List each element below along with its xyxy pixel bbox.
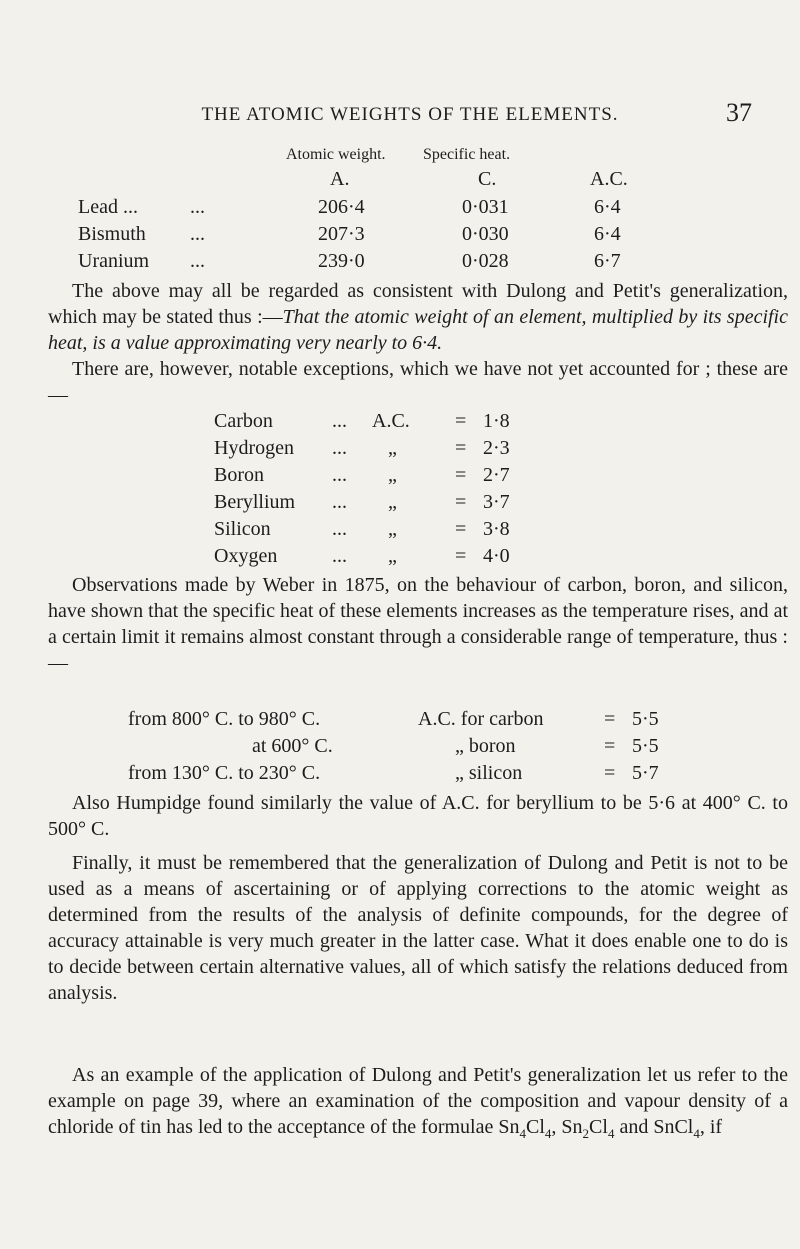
paragraph-text: Also Humpidge found similarly the value of A.C. for beryllium to be 5·6 at 400° C. to 500° C. bbox=[48, 792, 788, 840]
exception-element-oxygen: Oxygen bbox=[214, 545, 278, 567]
exception-dots: ... bbox=[332, 437, 347, 459]
paragraph-text: Observations made by Weber in 1875, on the behaviour of carbon, boron, and silicon, have shown that the specific heat of these elements increases as the temperature rises, and at a certain limit it remains almost constant through a considerable range of temperature, thus :— bbox=[48, 574, 788, 674]
page-number: 37 bbox=[726, 98, 752, 127]
row-element-lead: Lead ... bbox=[78, 196, 138, 218]
row-c-uranium: 0·028 bbox=[462, 250, 509, 272]
paragraph-text: As an example of the application of Dulong and Petit's generalization let us refer to the example on page 39, where an examination of the composition and vapour density of a chloride of tin has led to the acceptance of the formulae bbox=[48, 1064, 788, 1138]
row-c-lead: 0·031 bbox=[462, 196, 509, 218]
formula-sn4cl4: $Sn_4Cl_4$ bbox=[498, 1116, 552, 1141]
temp-range-carbon: from 800° C. to 980° C. bbox=[128, 708, 321, 730]
temp-range-boron: at 600° C. bbox=[252, 735, 333, 757]
exception-eq: = bbox=[455, 410, 467, 432]
exception-eq: = bbox=[455, 437, 467, 459]
exception-element-boron: Boron bbox=[214, 464, 264, 486]
col-header-atomic-weight: Atomic weight. bbox=[286, 146, 386, 163]
temp-label-silicon: „ silicon bbox=[455, 762, 523, 784]
paragraph-humpidge bbox=[48, 790, 788, 842]
exception-dots: ... bbox=[332, 545, 347, 567]
row-element-bismuth: Bismuth bbox=[78, 223, 146, 245]
temp-label-boron: „ boron bbox=[455, 735, 516, 757]
exception-label: A.C. bbox=[372, 410, 410, 432]
row-a-bismuth: 207·3 bbox=[318, 223, 365, 245]
temp-range-silicon: from 130° C. to 230° C. bbox=[128, 762, 321, 784]
temp-eq: = bbox=[604, 762, 616, 784]
paragraph-text: Finally, it must be remembered that the generalization of Dulong and Petit is not to be used as a means of ascertaining or of applying corrections to the atomic weight as determined from the results of the analysis of definite compounds, for the degree of accuracy attainable is very much greater in the latter case. What it does enable one to do is to decide between certain alternative values, all of which satisfy the relations deduced from analysis. bbox=[48, 852, 788, 1004]
exception-eq: = bbox=[455, 545, 467, 567]
col-symbol-a: A. bbox=[330, 168, 350, 190]
conjunction: and bbox=[619, 1116, 649, 1138]
temp-value-boron: 5·5 bbox=[632, 735, 659, 757]
exception-eq: = bbox=[455, 491, 467, 513]
temp-value-silicon: 5·7 bbox=[632, 762, 659, 784]
temp-value-carbon: 5·5 bbox=[632, 708, 659, 730]
paragraph-text: There are, however, notable exceptions, which we have not yet accounted for ; these are— bbox=[48, 358, 788, 406]
exception-element-beryllium: Beryllium bbox=[214, 491, 296, 513]
exception-ditto: „ bbox=[388, 518, 397, 540]
row-a-lead: 206·4 bbox=[318, 196, 365, 218]
formula-sn2cl4: $Sn_2Cl_4$ bbox=[561, 1116, 615, 1141]
exception-element-carbon: Carbon bbox=[214, 410, 273, 432]
exception-value-oxygen: 4·0 bbox=[483, 545, 510, 567]
paragraph-italic-statement: That the atomic weight of an element, multiplied by its specific heat, is a value approximating very nearly to 6·4. bbox=[48, 306, 788, 354]
exception-value-boron: 2·7 bbox=[483, 464, 510, 486]
exception-dots: ... bbox=[332, 464, 347, 486]
exception-eq: = bbox=[455, 518, 467, 540]
exception-element-hydrogen: Hydrogen bbox=[214, 437, 294, 459]
exception-dots: ... bbox=[332, 491, 347, 513]
paragraph-example: As an example of the application of Dulong and Petit's generalization let us refer to the example on page 39, where an examination of the composition and vapour density of a chloride of tin has led to the acceptance of the formulae $Sn_4Cl_4$, $Sn_2Cl_4$ and SnCl$_4$, if bbox=[48, 1064, 788, 1141]
exception-dots: ... bbox=[332, 410, 347, 432]
row-ac-lead: 6·4 bbox=[594, 196, 621, 218]
paragraph-exceptions bbox=[48, 356, 788, 408]
exception-value-beryllium: 3·7 bbox=[483, 491, 510, 513]
exception-dots: ... bbox=[332, 518, 347, 540]
paragraph-text: The above may all be regarded as consistent with Dulong and Petit's generalization, which may be stated thus :— bbox=[48, 280, 788, 328]
exception-ditto: „ bbox=[388, 491, 397, 513]
col-symbol-ac: A.C. bbox=[590, 168, 628, 190]
exception-value-carbon: 1·8 bbox=[483, 410, 510, 432]
paragraph-dulong-petit bbox=[48, 278, 788, 356]
trailing-word: if bbox=[709, 1116, 723, 1138]
row-ac-bismuth: 6·4 bbox=[594, 223, 621, 245]
paragraph-finally bbox=[48, 850, 788, 1006]
exception-value-silicon: 3·8 bbox=[483, 518, 510, 540]
exception-ditto: „ bbox=[388, 437, 397, 459]
temp-eq: = bbox=[604, 708, 616, 730]
exception-ditto: „ bbox=[388, 464, 397, 486]
col-header-specific-heat: Specific heat. bbox=[423, 146, 511, 163]
running-title: THE ATOMIC WEIGHTS OF THE ELEMENTS. bbox=[201, 104, 619, 125]
exception-eq: = bbox=[455, 464, 467, 486]
exception-element-silicon: Silicon bbox=[214, 518, 271, 540]
row-a-uranium: 239·0 bbox=[318, 250, 365, 272]
row-ac-uranium: 6·7 bbox=[594, 250, 621, 272]
formula-sncl4: SnCl$_4$ bbox=[653, 1116, 700, 1141]
row-element-uranium: Uranium bbox=[78, 250, 150, 272]
exception-value-hydrogen: 2·3 bbox=[483, 437, 510, 459]
paragraph-weber bbox=[48, 572, 788, 676]
exception-ditto: „ bbox=[388, 545, 397, 567]
temp-label-carbon: A.C. for carbon bbox=[418, 708, 544, 730]
row-dots: ... bbox=[190, 196, 205, 218]
row-dots: ... bbox=[190, 223, 205, 245]
row-dots: ... bbox=[190, 250, 205, 272]
col-symbol-c: C. bbox=[478, 168, 497, 190]
row-c-bismuth: 0·030 bbox=[462, 223, 509, 245]
temp-eq: = bbox=[604, 735, 616, 757]
